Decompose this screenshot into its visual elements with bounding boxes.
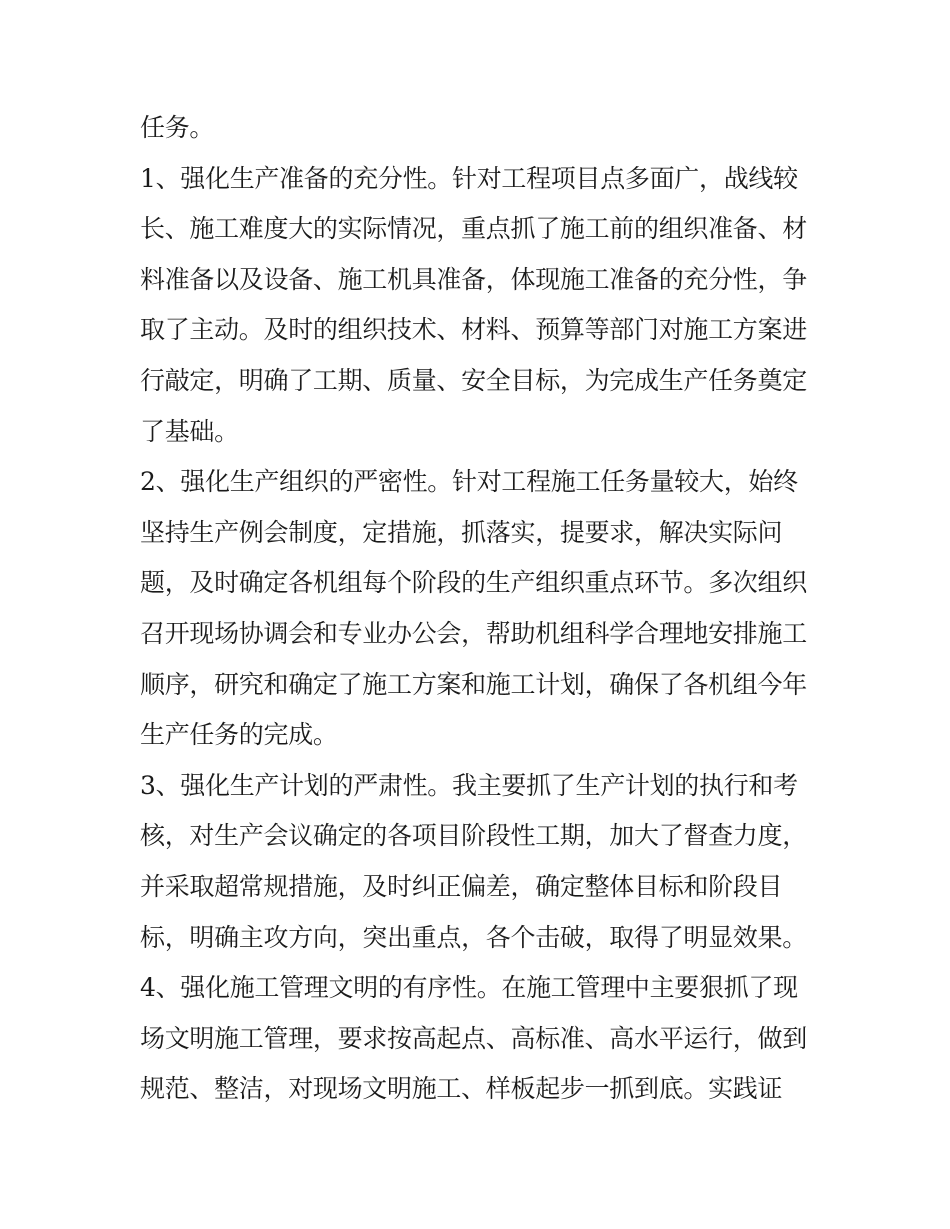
text-line: 标，明确主攻方向，突出重点，各个击破，取得了明显效果。 bbox=[140, 922, 807, 952]
text-line: 3、强化生产计划的严肃性。我主要抓了生产计划的执行和考 bbox=[140, 770, 798, 800]
text-line: 行敲定，明确了工期、质量、安全目标，为完成生产任务奠定 bbox=[140, 365, 807, 395]
text-line: 题，及时确定各机组每个阶段的生产组织重点环节。多次组织 bbox=[140, 568, 807, 598]
text-line: 核，对生产会议确定的各项目阶段性工期，加大了督查力度， bbox=[140, 821, 807, 851]
text-line: 生产任务的完成。 bbox=[140, 720, 338, 750]
text-line: 规范、整洁，对现场文明施工、样板起步一抓到底。实践证 bbox=[140, 1074, 783, 1104]
text-line: 任务。 bbox=[140, 113, 215, 142]
text-line: 场文明施工管理，要求按高起点、高标准、高水平运行，做到 bbox=[140, 1023, 807, 1053]
text-line: 4、强化施工管理文明的有序性。在施工管理中主要狠抓了现 bbox=[140, 973, 798, 1003]
text-line: 长、施工难度大的实际情况，重点抓了施工前的组织准备、材 bbox=[140, 214, 807, 244]
text-line: 并采取超常规措施，及时纠正偏差，确定整体目标和阶段目 bbox=[140, 871, 783, 901]
text-line: 顺序，研究和确定了施工方案和施工计划，确保了各机组今年 bbox=[140, 669, 807, 699]
text-line: 召开现场协调会和专业办公会，帮助机组科学合理地安排施工 bbox=[140, 618, 807, 648]
text-line: 2、强化生产组织的严密性。针对工程施工任务量较大，始终 bbox=[140, 467, 798, 497]
text-line: 取了主动。及时的组织技术、材料、预算等部门对施工方案进 bbox=[140, 315, 807, 345]
text-line: 了基础。 bbox=[140, 416, 239, 446]
text-line: 料准备以及设备、施工机具准备，体现施工准备的充分性，争 bbox=[140, 264, 807, 294]
text-line: 坚持生产例会制度，定措施，抓落实，提要求，解决实际问 bbox=[140, 517, 783, 547]
document-body bbox=[140, 103, 830, 1115]
text-line: 1、强化生产准备的充分性。针对工程项目点多面广，战线较 bbox=[140, 163, 798, 193]
